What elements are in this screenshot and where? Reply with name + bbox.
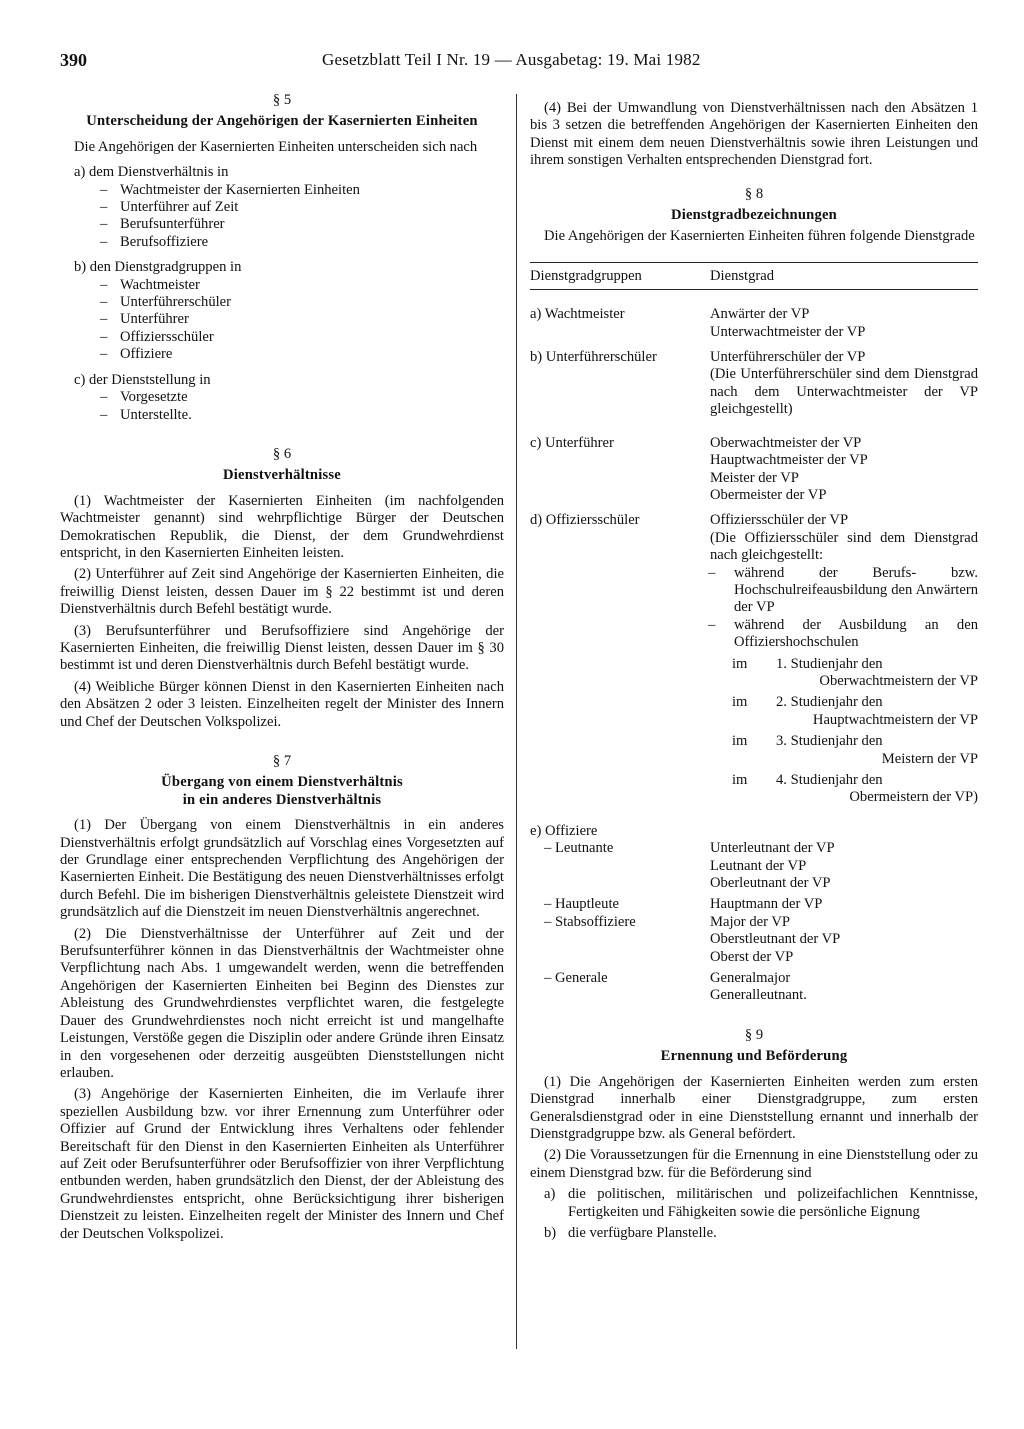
table-row: b) Unterführerschüler Unterführerschüler der VP (Die Unterführerschüler sind dem Dienstgrad nach dem Unterwachtmeister der VP gleichgestellt) [530, 349, 978, 418]
section-number: § 5 [272, 92, 292, 108]
paragraph: (1) Die Angehörigen der Kasernierten Einheiten werden zum ersten Dienstgrad innerhalb einer Dienstgradgruppe, zum ersten Generalsdienstgrad oder in eine Dienststellung ernannt und innerhalb der Dienstgradgruppe bzw. als General befördert. [530, 1073, 978, 1142]
list-item: – Unterstellte. [100, 406, 192, 423]
list-item: – Wachtmeister der Kasernierten Einheiten [100, 181, 360, 198]
list-item: im 4. Studienjahr den Obermeistern der VP) [732, 772, 978, 806]
paragraph: (4) Weibliche Bürger können Dienst in den Kasernierten Einheiten nach den Absätzen 2 oder 3 leisten. Einzelheiten regelt der Minister des Innern und Chef der Deutschen Volkspolizei. [60, 678, 504, 730]
table-row: d) Offiziersschüler Offiziersschüler der VP (Die Offiziersschüler sind dem Dienstgrad nach gleichgestellt: [530, 512, 978, 564]
section-title: Ernennung und Beförderung [660, 1048, 848, 1065]
list-item: – Offiziersschüler [100, 328, 214, 345]
right-column [530, 92, 978, 1242]
table-row: – Stabsoffiziere Major der VP Oberstleutnant der VP Oberst der VP [544, 913, 841, 965]
paragraph: Die Angehörigen der Kasernierten Einheiten führen folgende Dienstgrade [544, 228, 975, 245]
paragraph: (2) Die Dienstverhältnisse der Unterführer auf Zeit und der Berufsunterführer können in das Dienstverhältnis der Wachtmeister ohne Verpflichtung nach Abs. 1 umgewandelt werden, wenn die betreffenden Angehörigen der Kasernierten Einheiten bei Beginn des Dienstes zur Ableistung des Grundwehrdienstes verpflichtet waren, die festgelegte Dauer des Grundwehrdienstes noch nicht erreicht ist und mangelhafte Leistungen, Verstöße gegen die Disziplin oder andere Gründe ihren Einsatz in den vorgesehenen oder derzeitig ausgeübten Dienststellungen nicht erlauben. [60, 925, 504, 1081]
list-item: – Berufsoffiziere [100, 233, 209, 250]
running-title: Gesetzblatt Teil I Nr. 19 — Ausgabetag: 19. Mai 1982 [322, 50, 701, 69]
paragraph: (1) Wachtmeister der Kasernierten Einheiten (im nachfolgenden Wachtmeister genannt) sind wehrpflichtige Bürger der Deutschen Demokratischen Republik, die Dienst, der dem Grundwehrdienst entspricht, in den Kasernierten Einheiten leisten. [60, 492, 504, 561]
paragraph: (3) Angehörige der Kasernierten Einheiten, die im Verlaufe ihrer speziellen Ausbildung bzw. vor ihrer Ernennung zum Unterführer oder Offizier auf Grund der Entwicklung ihres Verhaltens oder fehlender Bereitschaft für den Dienst in den Kasernierten Einheiten als Unterführer auf Zeit oder Berufsunterführer oder Berufsoffizier von ihrer Verpflichtung entbunden werden, haben grundsätzlich den Dienst, der der Ableistung des Grundwehrdienstes entspricht, ohne Berücksichtigung ihrer bisherigen Dienstzeit zu leisten. Einzelheiten regelt der Minister des Innern und Chef der Deutschen Volkspolizei. [60, 1086, 504, 1242]
list-label: a) dem Dienstverhältnis in [74, 164, 229, 181]
paragraph: (1) Der Übergang von einem Dienstverhältnis in ein anderes Dienstverhältnis erfolgt grundsätzlich auf Vorschlag eines Vorgesetzten auf der Grundlage einer entsprechenden Verpflichtung des Angehörigen der Kasernierten Einheit. Die Bestätigung des neuen Dienstverhältnisses erfolgt durch Befehl. Die im bisherigen Dienstverhältnis geleistete Dienstzeit wird grundsätzlich auf die Dienstzeit im neuen Dienstverhältnis angerechnet. [60, 817, 504, 921]
section-title: in ein anderes Dienstverhältnis [182, 791, 382, 808]
paragraph: (3) Berufsunterführer und Berufsoffiziere sind Angehörige der Kasernierten Einheiten, die freiwillig Dienst leisten, dessen Dauer im § 30 bestimmt ist und deren Dienstverhältnis durch Befehl bestätigt wurde. [60, 622, 504, 674]
page-header [60, 50, 980, 76]
section-number: § 7 [272, 753, 292, 769]
list-item: im 2. Studienjahr den Hauptwachtmeistern der VP [732, 694, 978, 728]
column-divider [516, 94, 517, 1349]
paragraph: (2) Unterführer auf Zeit sind Angehörige der Kasernierten Einheiten, die freiwillig Dienst leisten, dessen Dauer im § 22 bestimmt ist und deren Dienstverhältnis durch Befehl bestätigt wurde. [60, 566, 504, 618]
left-column [60, 92, 504, 1243]
page-number: 390 [60, 50, 87, 70]
paragraph: Die Angehörigen der Kasernierten Einheiten unterscheiden sich nach [74, 138, 478, 155]
list-item: – Vorgesetzte [100, 389, 188, 406]
list-item: b) die verfügbare Planstelle. [544, 1224, 717, 1241]
table-group: e) Offiziere [530, 822, 598, 839]
list-item: a) die politischen, militärischen und polizeifachlichen Kenntnisse, Fertigkeiten und Fähigkeiten sowie die persönliche Eignung [544, 1186, 978, 1220]
table-row: a) Wachtmeister Anwärter der VP Unterwachtmeister der VP [530, 306, 866, 340]
list-item: – Unterführer auf Zeit [100, 199, 239, 216]
list-item: – Offiziere [100, 346, 173, 363]
list-item: – Berufsunterführer [100, 216, 225, 233]
section-title: Übergang von einem Dienstverhältnis [161, 774, 403, 791]
list-item: – Unterführer [100, 311, 189, 328]
table-row: c) Unterführer Oberwachtmeister der VP Hauptwachtmeister der VP Meister der VP Obermeister der VP [530, 434, 868, 503]
list-item: – während der Berufs- bzw. Hochschulreifeausbildung den Anwärtern der VP [708, 564, 978, 616]
list-item: im 1. Studienjahr den Oberwachtmeistern der VP [732, 655, 978, 689]
table-header [530, 263, 978, 289]
table-rule [530, 289, 978, 290]
column-header: Dienstgradgruppen [530, 267, 642, 284]
list-item: – Wachtmeister [100, 276, 200, 293]
section-title: Dienstverhältnisse [223, 467, 341, 484]
section-title: Dienstgradbezeichnungen [671, 207, 837, 224]
list-item: im 3. Studienjahr den Meistern der VP [732, 733, 978, 767]
table-row: – Hauptleute Hauptmann der VP [544, 896, 823, 913]
table-row: – Generale Generalmajor Generalleutnant. [544, 970, 807, 1004]
table-row: – Leutnante Unterleutnant der VP Leutnant der VP Oberleutnant der VP [544, 840, 835, 892]
section-number: § 6 [272, 445, 292, 462]
section-number: § 8 [744, 185, 764, 202]
list-label: c) der Dienststellung in [74, 371, 211, 388]
list-label: b) den Dienstgradgruppen in [74, 259, 242, 276]
paragraph: (2) Die Voraussetzungen für die Ernennung in eine Dienststellung oder zu einem Dienstgrad bzw. für die Beförderung sind [530, 1147, 978, 1181]
column-header: Dienstgrad [710, 267, 775, 284]
section-title: Unterscheidung der Angehörigen der Kasernierten Einheiten [86, 113, 478, 130]
section-number: § 9 [744, 1026, 764, 1043]
list-item: – während der Ausbildung an den Offiziershochschulen [708, 616, 978, 651]
paragraph: (4) Bei der Umwandlung von Dienstverhältnissen nach den Absätzen 1 bis 3 setzen die betreffenden Angehörigen der Kasernierten Einheiten den Dienst mit einem dem neuen Dienstverhältnis sowie ihren Leistungen und ihrem sonstigen Verhalten entsprechenden Dienstgrad fort. [530, 100, 978, 169]
list-item: – Unterführerschüler [100, 294, 232, 311]
